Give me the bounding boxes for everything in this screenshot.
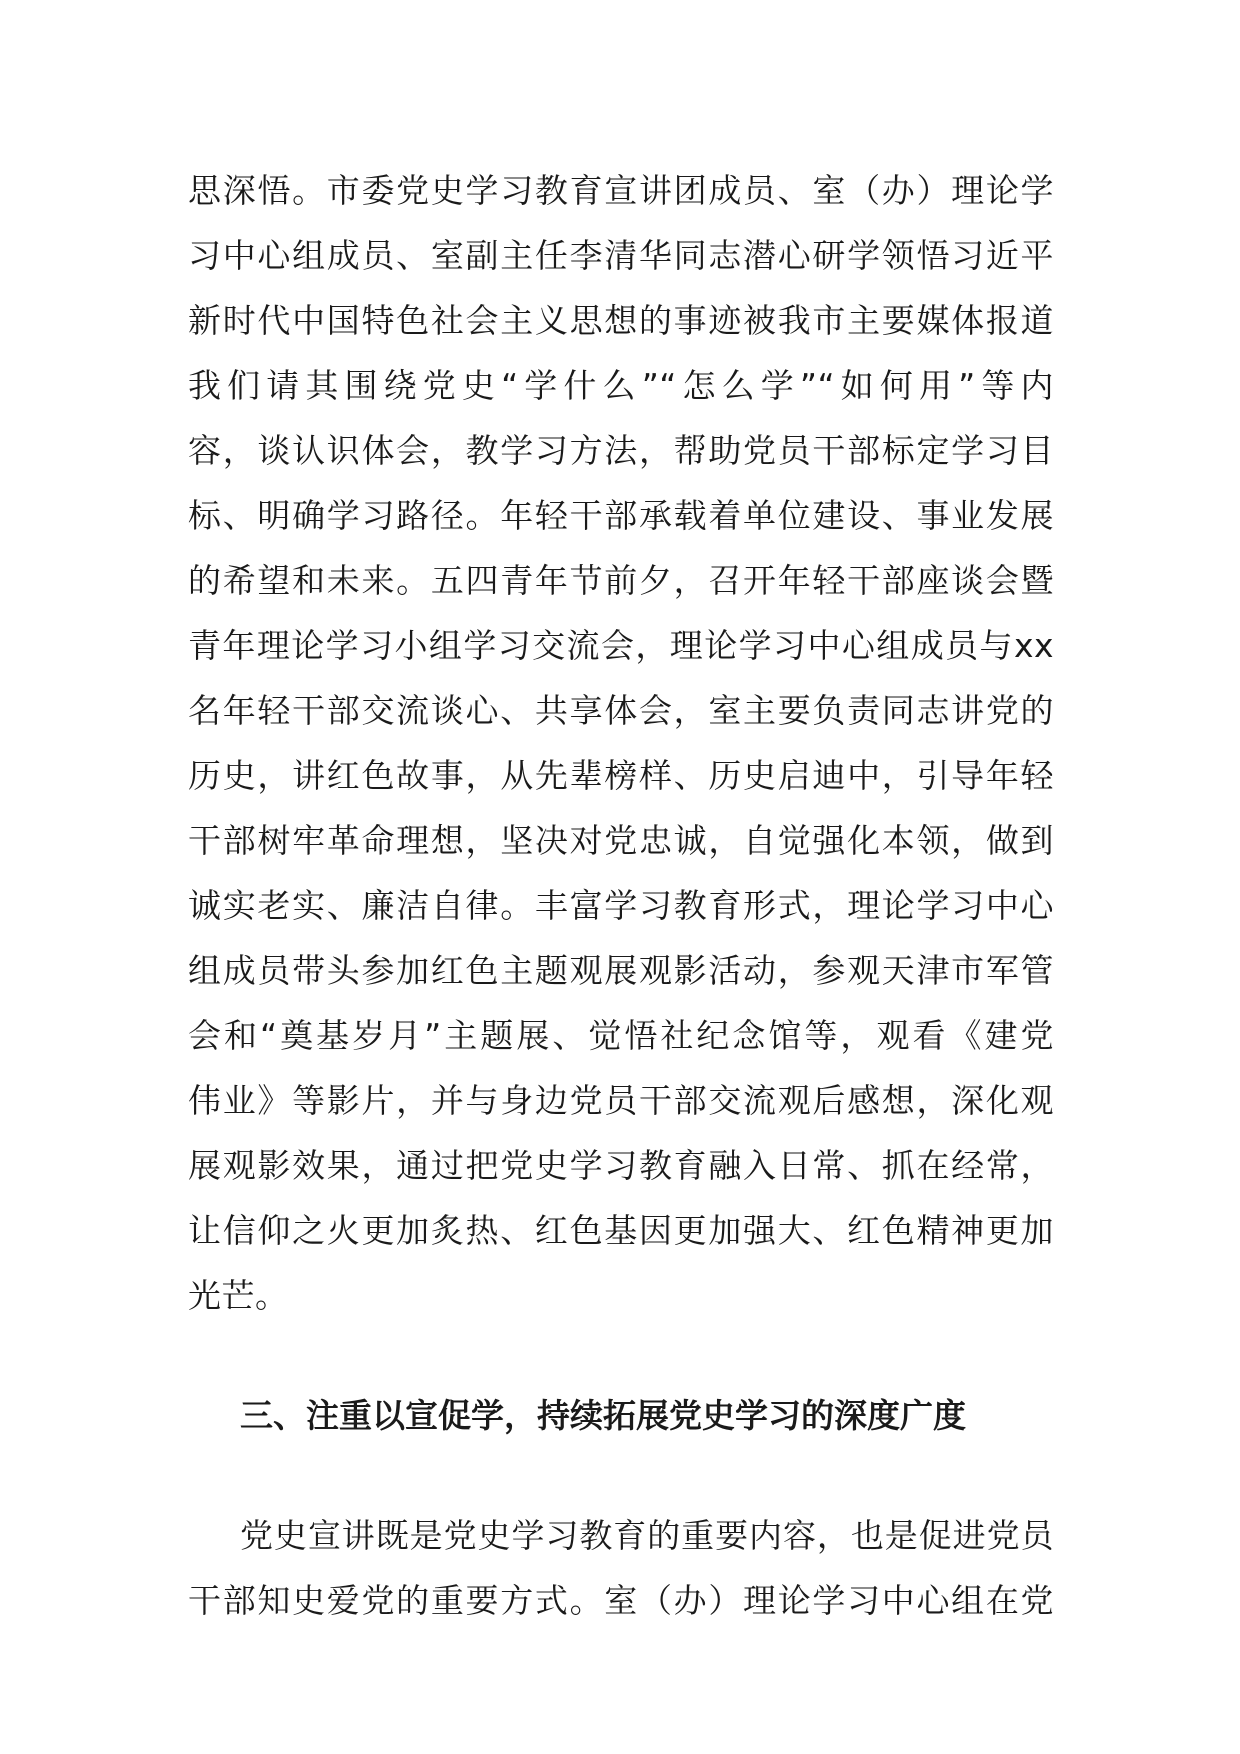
text-line: 容，谈认识体会，教学习方法，帮助党员干部标定学习目 — [188, 431, 1054, 470]
text-line: 会和“奠基岁月”主题展、觉悟社纪念馆等，观看《建党 — [188, 1016, 1054, 1055]
paragraph-2 — [188, 1503, 1054, 1633]
text-line: 诚实老实、廉洁自律。丰富学习教育形式，理论学习中心 — [188, 886, 1054, 925]
section-heading: 三、注重以宣促学，持续拓展党史学习的深度广度 — [240, 1396, 966, 1435]
text-line: 新时代中国特色社会主义思想的事迹被我市主要媒体报道 — [188, 301, 1054, 340]
paragraph-1 — [188, 158, 1054, 1328]
text-line: 习中心组成员、室副主任李清华同志潜心研学领悟习近平 — [188, 236, 1054, 275]
text-line: 我们请其围绕党史“学什么”“怎么学”“如何用”等内 — [188, 366, 1054, 405]
text-line: 干部树牢革命理想，坚决对党忠诚，自觉强化本领，做到 — [188, 821, 1054, 860]
document-body — [188, 158, 1054, 1633]
text-line: 标、明确学习路径。年轻干部承载着单位建设、事业发展 — [188, 496, 1054, 535]
text-line: 思深悟。市委党史学习教育宣讲团成员、室（办）理论学 — [188, 171, 1054, 210]
text-line: 伟业》等影片，并与身边党员干部交流观后感想，深化观 — [188, 1081, 1054, 1120]
text-line: 组成员带头参加红色主题观展观影活动，参观天津市军管 — [188, 951, 1054, 990]
text-line: 展观影效果，通过把党史学习教育融入日常、抓在经常， — [188, 1146, 1054, 1185]
text-line: 党史宣讲既是党史学习教育的重要内容，也是促进党员 — [240, 1516, 1054, 1555]
text-line: 让信仰之火更加炙热、红色基因更加强大、红色精神更加 — [188, 1211, 1054, 1250]
text-line: 的希望和未来。五四青年节前夕，召开年轻干部座谈会暨 — [188, 561, 1054, 600]
text-line: 光芒。 — [188, 1276, 289, 1315]
text-line: 历史，讲红色故事，从先辈榜样、历史启迪中，引导年轻 — [188, 756, 1054, 795]
text-line: 干部知史爱党的重要方式。室（办）理论学习中心组在党 — [188, 1581, 1054, 1620]
text-line: 名年轻干部交流谈心、共享体会，室主要负责同志讲党的 — [188, 691, 1054, 730]
text-line: 青年理论学习小组学习交流会，理论学习中心组成员与xx — [188, 626, 1054, 665]
